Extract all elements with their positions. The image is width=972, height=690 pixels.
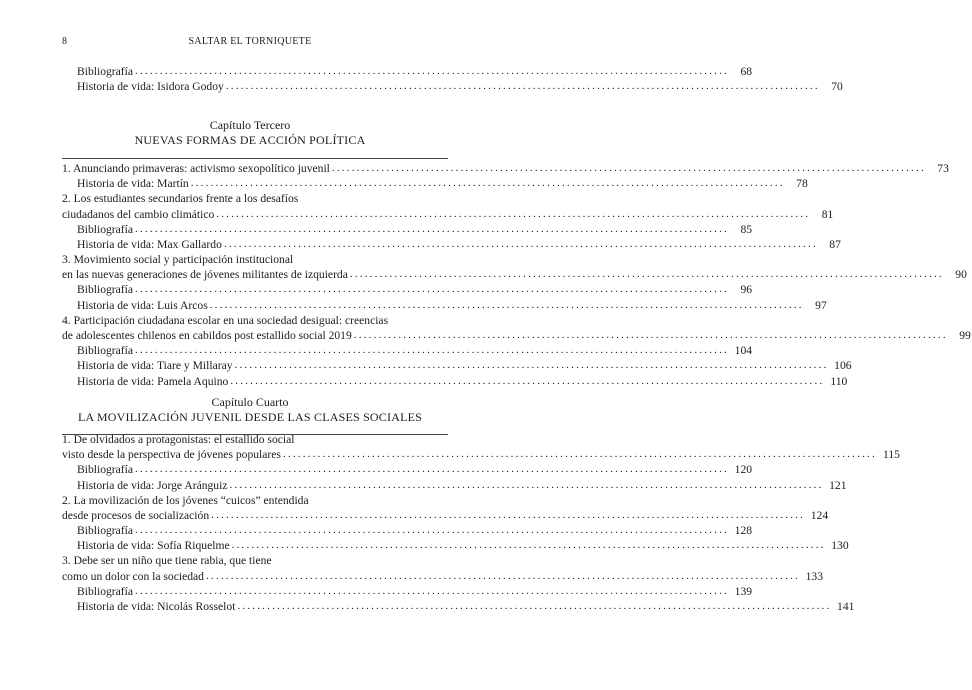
dot-leader: ........................................................................................................................ <box>349 268 944 281</box>
toc-entry-page: 81 <box>821 207 834 221</box>
toc-entry-page: 90 <box>955 268 967 282</box>
dot-leader: ........................................................................................................................ <box>205 569 800 582</box>
toc-entry <box>62 523 753 538</box>
toc-entry-page: 133 <box>805 569 823 583</box>
dot-leader: ........................................................................................................................ <box>135 584 730 597</box>
toc-entry <box>62 313 448 328</box>
toc-entry-page: 99 <box>959 329 971 343</box>
toc-entry-title: Historia de vida: Jorge Aránguiz <box>77 478 228 492</box>
toc-entry-title: Historia de vida: Nicolás Rosselot <box>77 600 236 614</box>
toc-entry-title: Bibliografía <box>77 463 134 477</box>
chapter-3-title: NUEVAS FORMAS DE ACCIÓN POLÍTICA <box>134 133 366 147</box>
chapter-3-label: Capítulo Tercero <box>209 118 291 132</box>
toc-entry <box>62 222 753 237</box>
dot-leader: ........................................................................................................................ <box>216 207 811 220</box>
toc-entry-page: 110 <box>830 374 848 388</box>
toc-entry <box>62 493 448 508</box>
toc-entry-title: en las nuevas generaciones de jóvenes militantes de izquierda <box>62 268 348 282</box>
dot-leader: ........................................................................................................................ <box>135 222 730 235</box>
toc-entry-title: Historia de vida: Isidora Godoy <box>77 80 224 94</box>
toc-entry-page: 120 <box>734 463 753 477</box>
page-header <box>0 36 500 50</box>
toc-entry-title: de adolescentes chilenos en cabildos post estallido social 2019 <box>62 329 352 343</box>
toc-entry-title: Historia de vida: Sofía Riquelme <box>77 539 230 553</box>
toc-entry-title: 1. Anunciando primaveras: activismo sexopolítico juvenil <box>62 161 330 175</box>
toc-entry <box>62 191 448 206</box>
toc-entry <box>62 64 753 79</box>
toc-entry-title: 3. Debe ser un niño que tiene rabia, que tiene <box>62 554 272 568</box>
dot-leader: ........................................................................................................................ <box>209 298 804 311</box>
toc-entry-page: 96 <box>740 283 753 297</box>
dot-leader: ........................................................................................................................ <box>237 600 832 613</box>
chapter-4-title: LA MOVILIZACIÓN JUVENIL DESDE LAS CLASES SOCIALES <box>77 410 423 424</box>
toc-entry-page: 139 <box>734 584 753 598</box>
toc-entry <box>62 176 808 191</box>
toc-top-entries <box>62 64 843 94</box>
toc-entry-title: Bibliografía <box>77 524 134 538</box>
toc-entry-page: 73 <box>937 161 949 175</box>
toc-entry <box>62 237 841 252</box>
page-number: 8 <box>62 36 68 47</box>
toc-entry-title: 2. Los estudiantes secundarios frente a los desafíos <box>62 192 299 206</box>
toc-entry <box>62 599 855 614</box>
toc-entry-page: 121 <box>829 478 847 492</box>
dot-leader: ........................................................................................................................ <box>353 329 948 342</box>
dot-leader: ........................................................................................................................ <box>135 524 730 537</box>
dot-leader: ........................................................................................................................ <box>231 539 826 552</box>
toc-entry <box>62 283 753 298</box>
toc-entry-page: 124 <box>810 508 829 522</box>
toc-entry <box>62 538 849 553</box>
toc-entry-title: desde procesos de socialización <box>62 508 210 522</box>
toc-entry-title: 3. Movimiento social y participación institucional <box>62 253 294 267</box>
dot-leader: ........................................................................................................................ <box>234 359 829 372</box>
toc-entry <box>62 358 852 373</box>
toc-entry-page: 87 <box>829 237 841 251</box>
toc-entry-title: Historia de vida: Tiare y Millaray <box>77 359 233 373</box>
toc-entry <box>62 252 448 267</box>
dot-leader: ........................................................................................................................ <box>135 344 730 357</box>
toc-entry-title: Bibliografía <box>77 283 134 297</box>
toc-entry-page: 97 <box>815 298 827 312</box>
chapter-3-rule <box>62 158 448 159</box>
toc-entry <box>62 584 753 599</box>
toc-entry <box>62 207 834 222</box>
toc-entry <box>62 432 448 447</box>
toc-entry-page: 85 <box>740 222 753 236</box>
chapter-3-entries <box>62 161 971 389</box>
toc-entry <box>62 161 949 176</box>
toc-entry-title: Historia de vida: Martín <box>77 177 189 191</box>
dot-leader: ........................................................................................................................ <box>135 64 730 77</box>
toc-entry-title: Bibliografía <box>77 584 134 598</box>
toc-entry-title: Historia de vida: Max Gallardo <box>77 237 222 251</box>
toc-entry-title: ciudadanos del cambio climático <box>62 207 215 221</box>
toc-entry-page: 115 <box>882 448 900 462</box>
dot-leader: ........................................................................................................................ <box>229 478 824 491</box>
toc-entry-title: 1. De olvidados a protagonistas: el estallido social <box>62 432 295 446</box>
toc-entry <box>62 569 823 584</box>
toc-entry-title: Bibliografía <box>77 64 134 78</box>
toc-entry-page: 141 <box>837 600 855 614</box>
chapter-4-entries <box>62 432 900 614</box>
chapter-4-label: Capítulo Cuarto <box>211 395 289 409</box>
dot-leader: ........................................................................................................................ <box>223 237 818 250</box>
toc-entry-page: 106 <box>834 359 852 373</box>
toc-entry <box>62 554 448 569</box>
dot-leader: ........................................................................................................................ <box>225 80 820 93</box>
toc-entry <box>62 343 753 358</box>
toc-entry-title: como un dolor con la sociedad <box>62 569 204 583</box>
toc-entry-title: visto desde la perspectiva de jóvenes populares <box>62 448 281 462</box>
toc-entry-page: 130 <box>831 539 849 553</box>
toc-entry <box>62 478 847 493</box>
toc-entry-title: Bibliografía <box>77 344 134 358</box>
toc-entry <box>62 298 827 313</box>
dot-leader: ........................................................................................................................ <box>135 463 730 476</box>
toc-entry-page: 68 <box>740 64 753 78</box>
toc-entry <box>62 508 829 523</box>
toc-entry-page: 104 <box>734 344 753 358</box>
toc-entry-title: Bibliografía <box>77 222 134 236</box>
dot-leader: ........................................................................................................................ <box>211 508 806 521</box>
dot-leader: ........................................................................................................................ <box>230 374 825 387</box>
toc-entry-page: 128 <box>734 524 753 538</box>
running-title: SALTAR EL TORNIQUETE <box>188 36 312 47</box>
toc-entry-title: 4. Participación ciudadana escolar en una sociedad desigual: creencias <box>62 313 389 327</box>
toc-entry <box>62 374 848 389</box>
dot-leader: ........................................................................................................................ <box>190 177 785 190</box>
toc-entry-title: Historia de vida: Pamela Aquino <box>77 374 229 388</box>
toc-entry <box>62 447 900 462</box>
dot-leader: ........................................................................................................................ <box>135 283 730 296</box>
toc-entry <box>62 79 843 94</box>
toc-entry <box>62 267 967 282</box>
dot-leader: ........................................................................................................................ <box>331 161 926 174</box>
dot-leader: ........................................................................................................................ <box>282 448 877 461</box>
toc-entry-title: 2. La movilización de los jóvenes “cuicos” entendida <box>62 493 309 507</box>
toc-entry-page: 78 <box>796 177 808 191</box>
toc-entry-page: 70 <box>831 80 843 94</box>
toc-entry <box>62 462 753 477</box>
toc-entry <box>62 328 971 343</box>
toc-entry-title: Historia de vida: Luis Arcos <box>77 298 208 312</box>
